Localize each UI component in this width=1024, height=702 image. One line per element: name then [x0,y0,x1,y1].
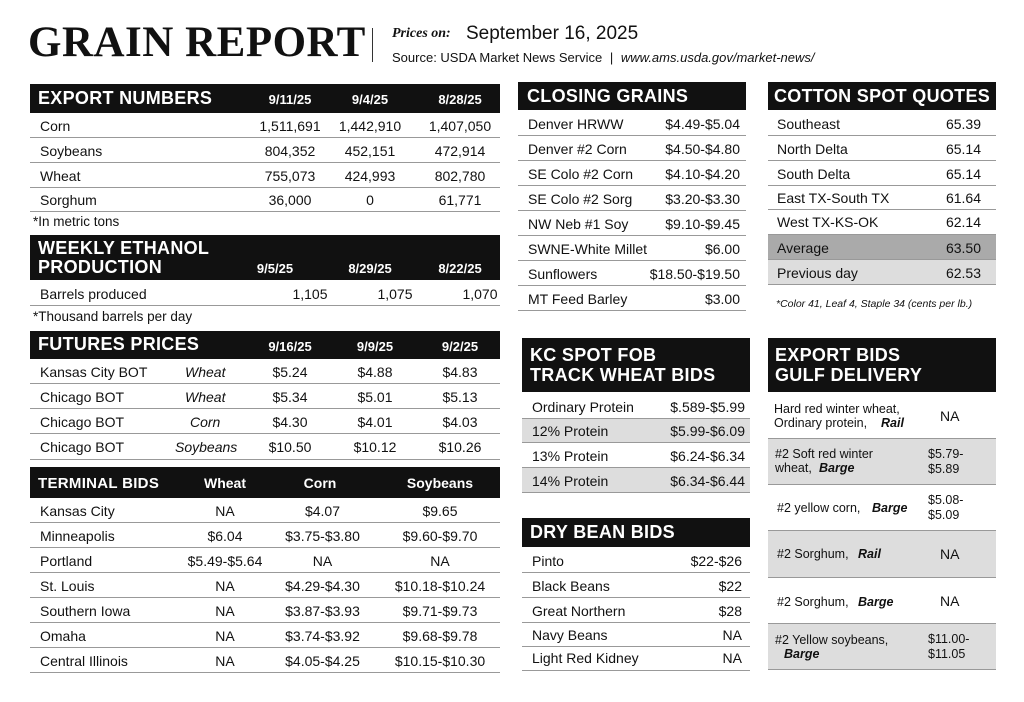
futures-row [30,434,500,460]
cotton-row [768,136,996,161]
export-bid-line2: #2 yellow corn, [777,501,861,515]
export-bid-mode: Rail [881,416,904,430]
terminal-label: Portland [40,553,93,569]
dry-bean-value: NA [722,627,742,643]
futures-value: $10.12 [353,439,397,455]
export-numbers-title: EXPORT NUMBERS [38,88,213,108]
terminal-value: $4.29-$4.30 [285,578,360,594]
terminal-value: $5.49-$5.64 [187,553,263,569]
export-bids-header [768,338,996,392]
export-bid-value: $5.89 [928,462,960,476]
kc-spot-label: Ordinary Protein [532,399,634,415]
terminal-value: $4.05-$4.25 [285,653,360,669]
futures-commodity: Soybeans [175,439,238,455]
export-col-2: 9/4/25 [351,92,389,107]
dry-bean-label: Great Northern [532,603,626,619]
source-separator: | [609,50,614,65]
cotton-row-previous [768,260,996,285]
export-bid-line2: wheat, [775,461,812,475]
ethanol-note: *Thousand barrels per day [33,309,193,324]
kc-spot-value: $5.99-$6.09 [670,423,745,439]
export-row-wheat [30,163,500,188]
terminal-value: NA [215,503,235,519]
export-bid-row [768,578,996,624]
cotton-label: Previous day [777,265,858,281]
futures-label: Chicago BOT [40,439,125,455]
terminal-value: $10.15-$10.30 [394,653,486,669]
futures-col-2: 9/9/25 [356,339,394,354]
kc-spot-value: $6.24-$6.34 [670,448,745,464]
export-bid-mode: Barge [858,595,894,609]
cotton-note: *Color 41, Leaf 4, Staple 34 (cents per lb.) [776,298,973,310]
kc-spot-row [522,395,750,419]
closing-header [518,82,746,110]
export-bid-value: NA [940,546,960,562]
cotton-value: 63.50 [945,240,981,256]
futures-value: $4.88 [357,364,393,380]
terminal-value: $9.65 [422,503,458,519]
kc-spot-title-2: TRACK WHEAT BIDS [530,365,716,385]
terminal-value: $10.18-$10.24 [394,578,486,594]
export-value: 452,151 [344,143,396,159]
export-bid-value: $5.79- [928,447,964,461]
cotton-label: North Delta [777,141,848,157]
terminal-value: NA [215,653,235,669]
terminal-row [30,648,500,673]
export-numbers-header [30,84,500,113]
closing-value: $4.10-$4.20 [665,166,740,182]
futures-value: $10.26 [438,439,482,455]
closing-value: $4.49-$5.04 [665,116,740,132]
futures-label: Kansas City BOT [40,364,148,380]
cotton-value: 62.53 [945,265,981,281]
terminal-row [30,548,500,573]
closing-label: NW Neb #1 Soy [528,216,629,232]
closing-row [518,136,746,161]
cotton-label: Southeast [777,116,841,132]
terminal-label: Minneapolis [40,528,115,544]
ethanol-col-3: 8/22/25 [438,261,482,276]
terminal-col-2: Corn [303,475,337,491]
export-bid-row [768,485,996,531]
terminal-value: $3.75-$3.80 [285,528,360,544]
futures-value: $4.83 [442,364,478,380]
dry-bean-header [522,518,750,547]
export-value: 472,914 [434,143,486,159]
source-label: Source: USDA Market News Service [392,50,603,65]
futures-value: $5.01 [357,389,393,405]
export-bid-value: $5.09 [928,508,960,522]
prices-on-date: September 16, 2025 [466,23,639,44]
closing-label: Sunflowers [528,266,598,282]
closing-label: SE Colo #2 Sorg [528,191,633,207]
dry-bean-label: Navy Beans [532,627,608,643]
cotton-value: 62.14 [945,214,981,230]
terminal-title: TERMINAL BIDS [38,475,160,492]
export-row-sorghum [30,188,500,212]
terminal-label: Central Illinois [40,653,128,669]
futures-value: $4.01 [357,414,393,430]
kc-spot-row [522,443,750,468]
export-row-label: Wheat [40,168,81,184]
dry-bean-value: NA [722,650,742,666]
export-bid-row [768,393,996,439]
cotton-label: South Delta [777,166,851,182]
export-row-corn [30,113,500,138]
cotton-value: 65.14 [945,166,981,182]
export-bid-row [768,439,996,485]
kc-spot-value: $.589-$5.99 [670,399,745,415]
export-row-label: Sorghum [40,192,97,208]
cotton-label: East TX-South TX [777,190,890,206]
cotton-value: 65.14 [945,141,981,157]
terminal-label: Omaha [40,628,86,644]
dry-bean-value: $22-$26 [690,553,742,569]
terminal-header [30,467,500,498]
cotton-row [768,111,996,136]
kc-spot-row [522,419,750,443]
futures-commodity: Wheat [185,389,226,405]
export-col-1: 9/11/25 [268,92,312,107]
cotton-label: Average [777,240,829,256]
terminal-label: Southern Iowa [40,603,131,619]
terminal-col-3: Soybeans [406,475,474,491]
export-value: 36,000 [268,192,312,208]
futures-value: $5.34 [272,389,308,405]
export-value: 424,993 [344,168,396,184]
dry-bean-row [522,623,750,647]
ethanol-col-1: 9/5/25 [256,261,294,276]
export-bid-line2: Ordinary protein, [774,416,868,430]
terminal-value: $9.60-$9.70 [402,528,478,544]
closing-row [518,261,746,286]
dry-bean-row [522,647,750,671]
terminal-value: NA [215,578,235,594]
export-bid-mode: Barge [784,647,820,661]
export-value: 1,442,910 [338,118,402,134]
closing-title: CLOSING GRAINS [527,86,689,106]
export-value: 61,771 [438,192,482,208]
futures-header [30,331,500,359]
kc-spot-label: 14% Protein [532,473,609,489]
export-bid-line1: #2 Soft red winter [775,447,873,461]
ethanol-header [30,235,500,280]
cotton-row [768,186,996,210]
prices-on-label: Prices on: [392,26,451,41]
ethanol-value: 1,075 [377,286,413,302]
dry-bean-row [522,548,750,573]
futures-label: Chicago BOT [40,414,125,430]
export-value: 0 [366,192,374,208]
terminal-value: $9.71-$9.73 [402,603,478,619]
source-line [392,50,815,65]
closing-label: MT Feed Barley [528,291,628,307]
export-bid-mode: Barge [872,501,908,515]
closing-label: SE Colo #2 Corn [528,166,634,182]
cotton-value: 61.64 [945,190,981,206]
cotton-value: 65.39 [945,116,981,132]
closing-value: $3.20-$3.30 [665,191,740,207]
closing-value: $3.00 [704,291,740,307]
kc-spot-label: 12% Protein [532,423,609,439]
dry-bean-title: DRY BEAN BIDS [530,522,675,542]
terminal-label: Kansas City [40,503,115,519]
export-note: *In metric tons [33,214,120,229]
terminal-value: $9.68-$9.78 [402,628,478,644]
export-bid-row [768,531,996,578]
futures-row [30,384,500,409]
terminal-row [30,523,500,548]
terminal-value: $3.87-$3.93 [285,603,360,619]
export-col-3: 8/28/25 [438,92,482,107]
futures-row [30,409,500,434]
futures-col-3: 9/2/25 [441,339,479,354]
terminal-value: $6.04 [207,528,243,544]
terminal-value: NA [215,603,235,619]
export-bid-value: NA [940,593,960,609]
terminal-row [30,498,500,523]
closing-row [518,186,746,211]
export-bid-mode: Rail [858,547,881,561]
futures-value: $4.03 [442,414,478,430]
ethanol-value: 1,105 [292,286,328,302]
kc-spot-row [522,468,750,493]
dry-bean-label: Light Red Kidney [532,650,639,666]
kc-spot-header [522,338,750,392]
export-bids-title-1: EXPORT BIDS [775,345,901,365]
ethanol-value: 1,070 [462,286,498,302]
cotton-label: West TX-KS-OK [777,214,879,230]
terminal-row [30,573,500,598]
cotton-row-average [768,235,996,260]
closing-value: $6.00 [704,241,740,257]
export-row-label: Soybeans [40,143,103,159]
ethanol-row-label: Barrels produced [40,286,147,302]
dry-bean-label: Black Beans [532,578,610,594]
closing-label: Denver #2 Corn [528,141,627,157]
export-value: 1,511,691 [259,118,321,134]
cotton-row [768,210,996,235]
futures-commodity: Corn [190,414,221,430]
closing-label: SWNE-White Millet [528,241,648,257]
closing-row [518,236,746,261]
dry-bean-value: $22 [718,578,742,594]
page-title: GRAIN REPORT [28,19,366,66]
futures-commodity: Wheat [185,364,226,380]
kc-spot-title-1: KC SPOT FOB [530,345,657,365]
terminal-value: $3.74-$3.92 [285,628,360,644]
closing-row [518,286,746,311]
dry-bean-label: Pinto [532,553,564,569]
kc-spot-label: 13% Protein [532,448,609,464]
kc-spot-value: $6.34-$6.44 [670,473,745,489]
closing-label: Denver HRWW [528,116,624,132]
ethanol-col-2: 8/29/25 [348,261,392,276]
closing-value: $4.50-$4.80 [665,141,740,157]
export-row-soybeans [30,138,500,163]
title-divider [372,28,373,62]
cotton-row [768,161,996,186]
closing-row [518,111,746,136]
dry-bean-value: $28 [718,603,742,619]
export-value: 1,407,050 [428,118,492,134]
export-bid-line1: #2 Yellow soybeans, [775,633,889,647]
terminal-row [30,598,500,623]
dry-bean-row [522,573,750,598]
dry-bean-row [522,598,750,623]
terminal-row [30,623,500,648]
terminal-value: NA [430,553,450,569]
futures-label: Chicago BOT [40,389,125,405]
export-bid-line2: #2 Sorghum, [777,595,849,609]
futures-title: FUTURES PRICES [38,334,200,354]
export-bid-line2: #2 Sorghum, [777,547,849,561]
futures-value: $5.13 [442,389,478,405]
futures-value: $5.24 [272,364,308,380]
ethanol-row [30,280,500,306]
terminal-col-1: Wheat [204,475,246,491]
closing-value: $9.10-$9.45 [665,216,740,232]
futures-col-1: 9/16/25 [268,339,312,354]
futures-value: $4.30 [272,414,308,430]
cotton-title: COTTON SPOT QUOTES [774,86,991,106]
source-url[interactable]: www.ams.usda.gov/market-news/ [620,50,815,65]
export-bid-row [768,624,996,670]
closing-value: $18.50-$19.50 [649,266,740,282]
export-value: 755,073 [264,168,316,184]
export-bid-line1: Hard red winter wheat, [774,402,900,416]
futures-value: $10.50 [268,439,312,455]
ethanol-title-2: PRODUCTION [38,257,162,277]
export-bid-value: NA [940,408,960,424]
closing-row [518,211,746,236]
futures-row [30,359,500,384]
ethanol-title-1: WEEKLY ETHANOL [38,238,210,258]
export-bids-title-2: GULF DELIVERY [775,365,923,385]
export-bid-value: $5.08- [928,493,964,507]
terminal-label: St. Louis [40,578,95,594]
export-value: 804,352 [264,143,316,159]
export-bid-mode: Barge [819,461,855,475]
export-bid-value: $11.00- [928,632,970,646]
terminal-value: NA [312,553,333,569]
terminal-value: NA [215,628,235,644]
export-row-label: Corn [40,118,71,134]
export-bid-value: $11.05 [928,647,966,661]
closing-row [518,161,746,186]
cotton-header [768,82,996,110]
export-value: 802,780 [434,168,486,184]
terminal-value: $4.07 [304,503,341,519]
